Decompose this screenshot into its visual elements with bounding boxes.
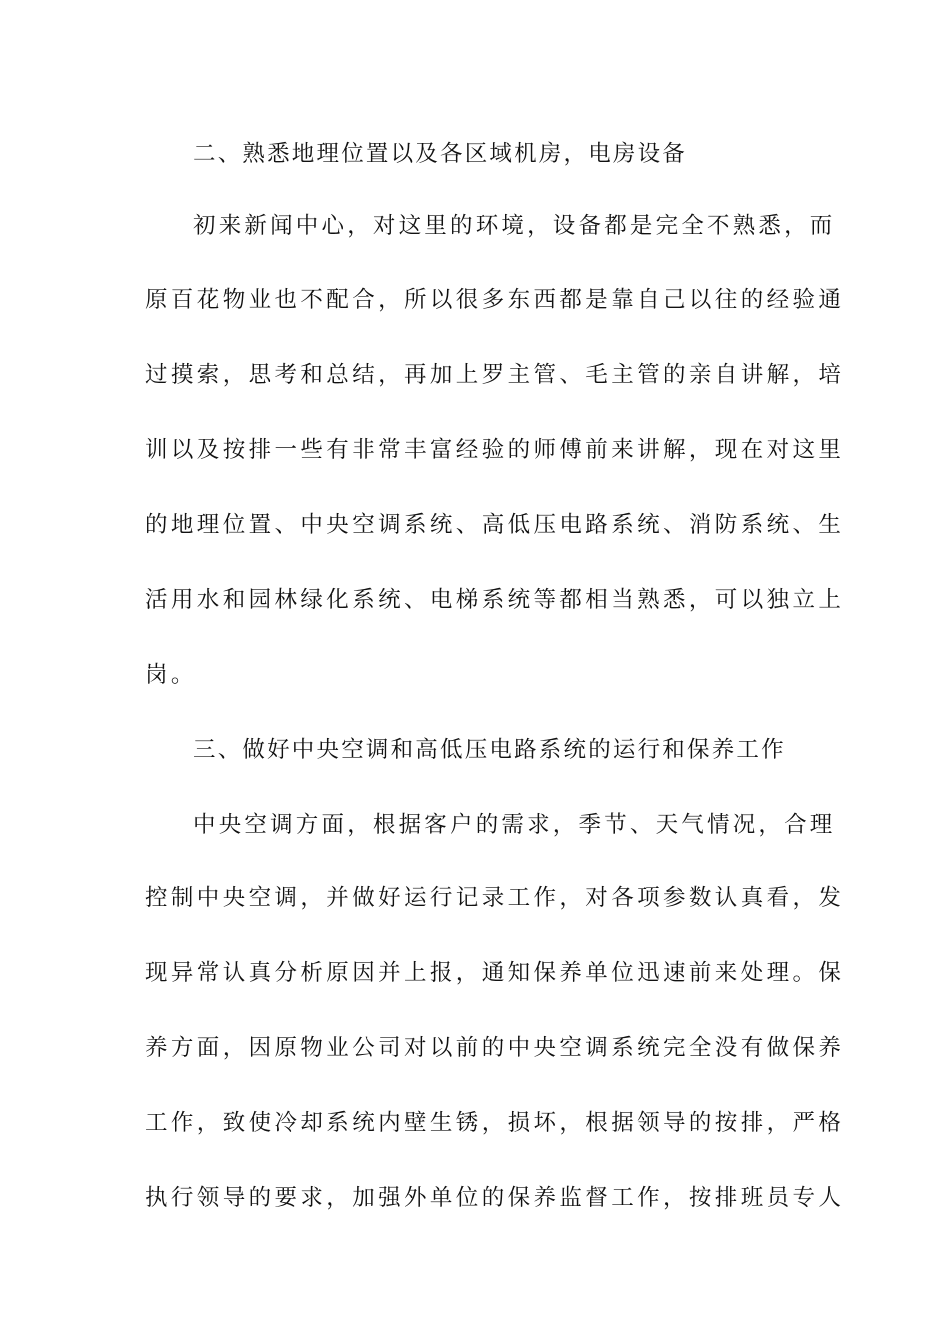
section-heading: 二、熟悉地理位置以及各区域机房，电房设备 xyxy=(193,141,688,167)
section-heading: 三、做好中央空调和高低压电路系统的运行和保养工作 xyxy=(193,737,786,763)
paragraph-line: 岗。 xyxy=(145,662,197,688)
paragraph-line: 活用水和园林绿化系统、电梯系统等都相当熟悉，可以独立上 xyxy=(145,587,845,613)
paragraph-line: 初来新闻中心，对这里的环境，设备都是完全不熟悉，而 xyxy=(193,213,836,239)
paragraph-line: 训以及按排一些有非常丰富经验的师傅前来讲解，现在对这里 xyxy=(145,437,845,463)
paragraph-line: 控制中央空调，并做好运行记录工作，对各项参数认真看，发 xyxy=(145,885,845,911)
paragraph-line: 工作，致使冷却系统内壁生锈，损坏，根据领导的按排，严格 xyxy=(145,1110,845,1136)
paragraph-line: 的地理位置、中央空调系统、高低压电路系统、消防系统、生 xyxy=(145,512,845,538)
paragraph-line: 养方面，因原物业公司对以前的中央空调系统完全没有做保养 xyxy=(145,1035,845,1061)
paragraph-line: 中央空调方面，根据客户的需求，季节、天气情况，合理 xyxy=(193,812,836,838)
paragraph-line: 原百花物业也不配合，所以很多东西都是靠自己以往的经验通 xyxy=(145,287,845,313)
paragraph-line: 过摸索，思考和总结，再加上罗主管、毛主管的亲自讲解，培 xyxy=(145,362,845,388)
paragraph-line: 执行领导的要求，加强外单位的保养监督工作，按排班员专人 xyxy=(145,1185,845,1211)
paragraph-line: 现异常认真分析原因并上报，通知保养单位迅速前来处理。保 xyxy=(145,960,845,986)
